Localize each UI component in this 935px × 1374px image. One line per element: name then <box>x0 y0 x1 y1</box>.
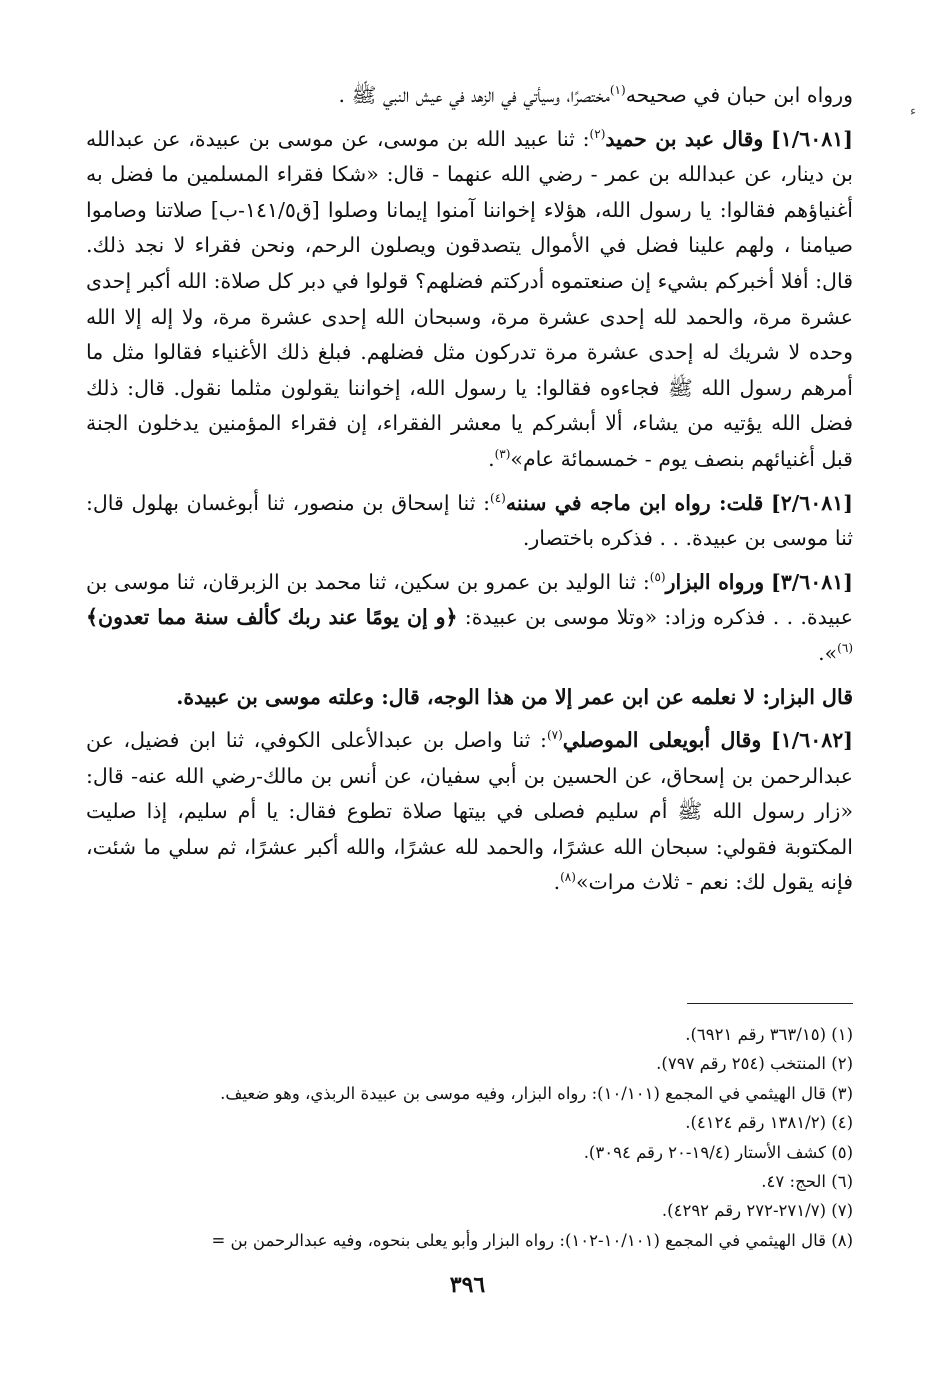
intro-paragraph <box>86 78 853 114</box>
hadith-end: . <box>488 446 495 471</box>
footnote-ref-7[interactable]: (٧) <box>546 728 563 743</box>
hadith-number: [٢/٦٠٨١] <box>771 490 853 515</box>
hadith-lead: وقال أبويعلى الموصلي <box>562 728 762 753</box>
footnote-2: (٢) المنتخب (٢٥٤ رقم ٧٩٧). <box>656 1054 853 1074</box>
footnote-1: (١) (٣٦٣/١٥ رقم ٦٩٢١). <box>685 1025 853 1044</box>
hadith-number: [١/٦٠٨٢] <box>771 728 853 753</box>
hadith-text: : ثنا عبيد الله بن موسى، عن موسى بن عبيدة، عن عبدالله بن دينار، عن عبدالله بن عمر - رضي الله عنهما - قال: «شكا فقراء المسلمين ما فضل به أغنياؤهم فقالوا: يا رسول الله، هؤلاء إخواننا آمنوا إيمانا وصلوا [ق١٤١/٥-ب] صلاتنا وصاموا صيامنا ، ولهم علينا فضل في الأموال يتصدقون ويصلون الرحم، ونحن فقراء لا نجد ذلك. قال: أفلا أخبركم بشيء إن صنعتموه أدركتم فضلهم؟ قولوا في دبر كل صلاة: الله أكبر إحدى عشرة مرة، والحمد لله إحدى عشرة مرة، وسبحان الله إحدى عشرة مرة، ولا إله إلا الله وحده لا شريك له إحدى عشرة مرة تدركون مثل فضلهم. فبلغ ذلك الأغنياء فقالوا مثل ما أمرهم رسول الله ﷺ فجاءوه فقالوا: يا رسول الله، إخواننا يقولون مثلما نقول. قال: ذلك فضل الله يؤتيه من يشاء، ألا أبشركم يا معشر الفقراء، إن فقراء المؤمنين يدخلون الجنة قبل أغنيائهم بنصف يوم - خمسمائة عام» <box>86 126 853 471</box>
quran-verse: ﴿و إن يومًا عند ربك كألف سنة مما تعدون﴾ <box>86 605 458 630</box>
main-text <box>86 78 853 909</box>
footnote-8: (٨) قال الهيثمي في المجمع (١٠/١٠١-١٠٢): رواه البزار وأبو يعلى بنحوه، وفيه عبدالرحمن بن = <box>211 1230 853 1250</box>
page-number: ٣٩٦ <box>449 1272 486 1298</box>
hadith-paragraph-1 <box>86 122 853 478</box>
footnote-ref-8[interactable]: (٨) <box>560 870 576 885</box>
footnote-ref-3[interactable]: (٣) <box>494 447 511 462</box>
hadith-paragraph-5 <box>86 723 853 901</box>
edge-mark: ء <box>910 104 917 119</box>
hadith-number: [١/٦٠٨١] <box>771 126 853 151</box>
hadith-paragraph-2 <box>86 486 853 557</box>
hadith-end: . <box>553 870 561 895</box>
intro-text: ورواه ابن حبان في صحيحه <box>625 83 853 107</box>
footnote-ref-1[interactable]: (١) <box>609 83 626 98</box>
footnotes <box>86 1020 853 1255</box>
footnote-ref-2[interactable]: (٢) <box>589 126 606 141</box>
hadith-end: ». <box>818 640 838 665</box>
footnote-7: (٧) (٢٧١/٧-٢٧٢ رقم ٤٢٩٢). <box>661 1201 853 1221</box>
footnote-ref-5[interactable]: (٥) <box>649 569 666 584</box>
footnote-3: (٣) قال الهيثمي في المجمع (١٠/١٠١): رواه البزار، وفيه موسى بن عبيدة الربذي، وهو ضعيف. <box>220 1083 853 1103</box>
hadith-text: : ثنا الوليد بن عمرو بن سكين، ثنا محمد بن الزبرقان، ثنا موسى بن عبيدة. . . فذكره وزاد: «وتلا موسى بن عبيدة: <box>86 569 853 630</box>
footnote-ref-6[interactable]: (٦) <box>837 641 853 656</box>
hadith-lead: وقال عبد بن حميد <box>605 126 764 151</box>
intro-rest: مختصرًا، وسيأتي في الزهد في عيش النبي ﷺ . <box>338 83 610 107</box>
footnote-4: (٤) (١٣٨١/٢ رقم ٤١٢٤). <box>685 1113 853 1133</box>
hadith-text: : ثنا واصل بن عبدالأعلى الكوفي، ثنا ابن فضيل، عن عبدالرحمن بن إسحاق، عن الحسين بن أبي سفيان، عن أنس بن مالك-رضي الله عنه- قال: «زار رسول الله ﷺ أم سليم فصلى في بيتها صلاة تطوع فقال: يا أم سليم، إذا صليت المكتوبة فقولي: سبحان الله عشرًا، والحمد لله عشرًا، والله أكبر عشرًا، ثم سلي ما شئت، فإنه يقول لك: نعم - ثلاث مرات» <box>86 728 853 895</box>
hadith-lead: ورواه البزار <box>665 569 765 594</box>
bazzar-comment: قال البزار: لا نعلمه عن ابن عمر إلا من هذا الوجه، قال: وعلته موسى بن عبيدة. <box>176 684 853 709</box>
footnote-6: (٦) الحج: ٤٧. <box>761 1172 853 1192</box>
hadith-text: : ثنا إسحاق بن منصور، ثنا أبوغسان بهلول قال: ثنا موسى بن عبيدة. . . فذكره باختصار. <box>86 490 853 551</box>
footnote-separator <box>687 1003 853 1004</box>
footnote-ref-4[interactable]: (٤) <box>490 490 506 505</box>
hadith-paragraph-3 <box>86 565 853 672</box>
hadith-number: [٣/٦٠٨١] <box>771 569 853 594</box>
hadith-lead: قلت: رواه ابن ماجه في سننه <box>505 490 764 515</box>
footnote-5: (٥) كشف الأستار (١٩/٤-٢٠ رقم ٣٠٩٤). <box>583 1142 853 1162</box>
